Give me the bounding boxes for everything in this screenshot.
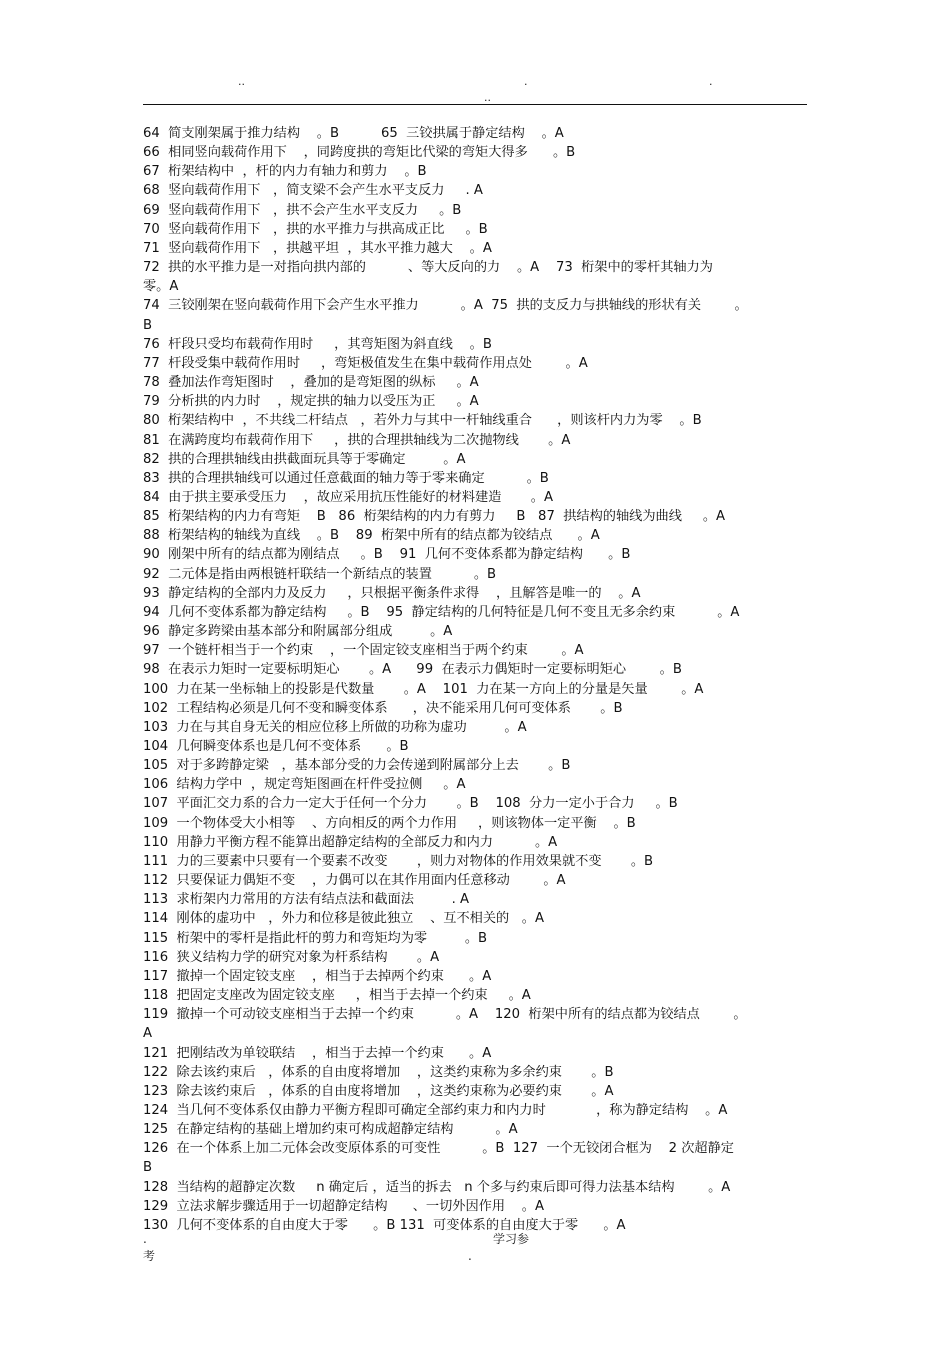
question-line: 80 桁架结构中 ，不共线二杆结点 ，若外力与其中一杆轴线重合 ，则该杆内力为零 。B — [143, 413, 702, 429]
question-line: 64 简支刚架属于推力结构 。B 65 三铰拱属于静定结构 。A — [143, 126, 564, 141]
header-mark-1: .. — [238, 75, 245, 88]
question-line: 113 求桁架内力常用的方法有结点法和截面法 . A — [143, 892, 470, 908]
header-mark-4: .. — [484, 91, 491, 104]
question-line: 100 力在某一坐标轴上的投影是代数量 。A 101 力在某一方向上的分量是矢量 。A — [143, 681, 704, 697]
question-line: 123 除去该约束后 ，体系的自由度将增加 ，这类约束称为必要约束 。A — [143, 1083, 614, 1099]
question-line: 121 把刚结改为单铰联结 ，相当于去掉一个约束 。A — [143, 1045, 492, 1061]
question-line: 93 静定结构的全部内力及反力 ，只根据平衡条件求得 ，且解答是唯一的 。A — [143, 585, 641, 601]
question-line: 106 结构力学中 ，规定弯矩图画在杆件受拉侧 。A — [143, 777, 466, 793]
question-line: 98 在表示力矩时一定要标明矩心 。A 99 在表示力偶矩时一定要标明矩心 。B — [143, 662, 682, 678]
question-line: 122 除去该约束后 ，体系的自由度将增加 ，这类约束称为多余约束 。B — [143, 1064, 614, 1080]
question-line: 111 力的三要素中只要有一个要素不改变 ，则力对物体的作用效果就不变 。B — [143, 853, 654, 869]
question-line: 67 桁架结构中 ，杆的内力有轴力和剪力 。B — [143, 164, 427, 180]
question-line: 74 三铰刚架在竖向载荷作用下会产生水平推力 。A 75 拱的支反力与拱轴线的形状有关 。 — [143, 298, 748, 314]
question-line: 81 在满跨度均布载荷作用下 ，拱的合理拱轴线为二次抛物线 。A — [143, 432, 571, 448]
question-line: 112 只要保证力偶矩不变 ，力偶可以在其作用面内任意移动 。A — [143, 873, 566, 889]
question-line: 115 桁架中的零杆是指此杆的剪力和弯矩均为零 。B — [143, 930, 488, 946]
question-line: 119 撤掉一个可动铰支座相当于去掉一个约束 。A 120 桁架中所有的结点都为铰结点 。 — [143, 1007, 747, 1023]
question-line: 97 一个链杆相当于一个约束 ，一个固定铰支座相当于两个约束 。A — [143, 643, 584, 659]
question-line: 124 当几何不变体系仅由静力平衡方程即可确定全部约束力和内力时 ，称为静定结构 。A — [143, 1102, 728, 1118]
question-line: 70 竖向载荷作用下 ，拱的水平推力与拱高成正比 。B — [143, 221, 488, 237]
question-line: 114 刚体的虚功中 ，外力和位移是彼此独立 、互不相关的 。A — [143, 911, 544, 927]
question-line: 103 力在与其自身无关的相应位移上所做的功称为虚功 。A — [143, 719, 527, 735]
header-mark-3: . — [709, 75, 713, 88]
question-line: 117 撤掉一个固定铰支座 ，相当于去掉两个约束 。A — [143, 968, 492, 984]
question-line: 90 刚架中所有的结点都为刚结点 。B 91 几何不变体系都为静定结构 。B — [143, 547, 631, 563]
question-line: 94 几何不变体系都为静定结构 。B 95 静定结构的几何特征是几何不变且无多余约束 。A — [143, 604, 740, 620]
question-line: 118 把固定支座改为固定铰支座 ，相当于去掉一个约束 。A — [143, 988, 531, 1004]
question-line: 92 二元体是指由两根链杆联结一个新结点的装置 。B — [143, 566, 497, 582]
question-line: 76 杆段只受均布载荷作用时 ，其弯矩图为斜直线 。B — [143, 336, 492, 352]
question-line: 72 拱的水平推力是一对指向拱内部的 、等大反向的力 。A 73 桁架中的零杆其轴力为 — [143, 260, 713, 276]
question-line: 84 由于拱主要承受压力 ，故应采用抗压性能好的材料建造 。A — [143, 489, 553, 505]
question-line: B — [143, 1160, 153, 1176]
question-line: 82 拱的合理拱轴线由拱截面玩具等于零确定 。A — [143, 451, 466, 467]
question-list — [143, 124, 809, 1235]
question-line: 83 拱的合理拱轴线可以通过任意截面的轴力等于零来确定 。B — [143, 470, 549, 486]
question-line: 107 平面汇交力系的合力一定大于任何一个分力 。B 108 分力一定小于合力 。B — [143, 796, 678, 812]
header-rule — [143, 104, 807, 105]
question-line: 66 相同竖向载荷作用下 ，同跨度拱的弯矩比代梁的弯矩大得多 。B — [143, 145, 576, 161]
question-line: 77 杆段受集中载荷作用时 ，弯矩极值发生在集中载荷作用点处 。A — [143, 355, 588, 371]
question-line: 71 竖向载荷作用下 ，拱越平坦 ，其水平推力越大 。A — [143, 240, 492, 256]
question-line: 128 当结构的超静定次数 n 确定后 ，适当的拆去 n 个多与约束后即可得力法基本结构 。A — [143, 1179, 731, 1195]
question-line: 68 竖向载荷作用下 ，简支梁不会产生水平支反力 . A — [143, 183, 483, 199]
question-line: 69 竖向载荷作用下 ，拱不会产生水平支反力 。B — [143, 202, 462, 218]
question-line: 零。A — [143, 279, 179, 295]
question-line: 102 工程结构必须是几何不变和瞬变体系 ，决不能采用几何可变体系 。B — [143, 700, 623, 716]
question-line: 96 静定多跨梁由基本部分和附属部分组成 。A — [143, 624, 453, 640]
footer-right-mark: . — [468, 1249, 472, 1263]
question-line: 104 几何瞬变体系也是几何不变体系 。B — [143, 739, 409, 754]
question-line: 126 在一个体系上加二元体会改变原体系的可变性 。B 127 一个无铰闭合框为 2 次超静定 — [143, 1141, 734, 1157]
question-line: 110 用静力平衡方程不能算出超静定结构的全部反力和内力 。A — [143, 834, 558, 850]
question-line: 105 对于多跨静定梁 ，基本部分受的力会传递到附属部分上去 。B — [143, 758, 571, 774]
header-mark-2: . — [524, 75, 528, 88]
footer-left-mark: . — [143, 1232, 147, 1246]
question-line: 88 桁架结构的轴线为直线 。B 89 桁架中所有的结点都为铰结点 。A — [143, 528, 600, 544]
question-line: 129 立法求解步骤适用于一切超静定结构 、一切外因作用 。A — [143, 1198, 544, 1214]
question-line: 130 几何不变体系的自由度大于零 。B 131 可变体系的自由度大于零 。A — [143, 1217, 626, 1233]
footer-center-text: 学习参 — [493, 1232, 530, 1246]
question-line: 78 叠加法作弯矩图时 ，叠加的是弯矩图的纵标 。A — [143, 375, 479, 391]
question-line: A — [143, 1026, 153, 1042]
footer-left-text: 考 — [143, 1249, 156, 1263]
question-line: B — [143, 317, 153, 333]
question-line: 116 狭义结构力学的研究对象为杆系结构 。A — [143, 949, 440, 965]
question-line: 109 一个物体受大小相等 、方向相反的两个力作用 ，则该物体一定平衡 。B — [143, 815, 636, 831]
question-line: 79 分析拱的内力时 ，规定拱的轴力以受压为正 。A — [143, 394, 479, 410]
question-line: 125 在静定结构的基础上增加约束可构成超静定结构 。A — [143, 1122, 518, 1138]
question-line: 85 桁架结构的内力有弯矩 B 86 桁架结构的内力有剪力 B 87 拱结构的轴线为曲线 。A — [143, 509, 726, 525]
